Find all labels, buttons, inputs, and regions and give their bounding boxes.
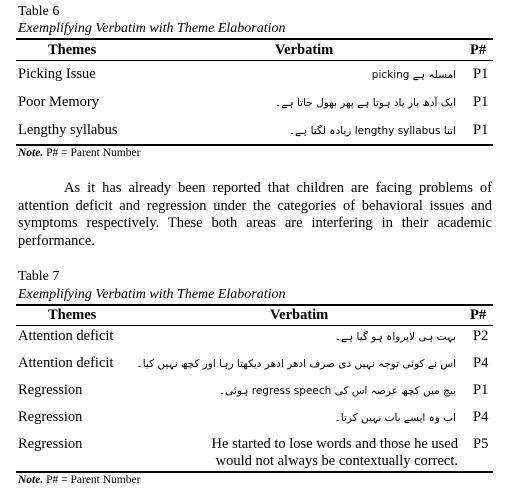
table6-header-themes: Themes xyxy=(48,42,97,58)
table6-note-label: Note. xyxy=(18,147,44,159)
table7-header-verbatim: Verbatim xyxy=(270,307,329,323)
table6-row3-theme: Lengthy syllabus xyxy=(18,122,118,138)
table7-row5-verbatim-line1: He started to lose words and those he used xyxy=(211,436,458,452)
body-paragraph: As it has already been reported that children are facing problems of attention deficit and regression under the categories of behavioral issues and symptoms respectively. These both areas are interfering in their academic performance. xyxy=(18,180,492,249)
table7-row2-verbatim: اس نے کوئی توجہ نہیں دی صرف ادھر ادھر دیکھتا رہا اور کچھ نہیں کیا۔ xyxy=(136,358,456,370)
table7-row5-verbatim-line2: would not always be contextually correct. xyxy=(215,453,458,469)
table7-note xyxy=(18,474,140,487)
table6-header-p: P# xyxy=(470,42,487,58)
table7-label: Table 7 xyxy=(18,269,60,284)
table7-row2-theme: Attention deficit xyxy=(18,355,114,371)
table7-row4-verbatim: اب وہ ایسے بات نہیں کرتا۔ xyxy=(334,412,456,424)
table6-header-verbatim: Verbatim xyxy=(275,42,334,58)
table6-row3-verbatim: اتنا lengthy syllabus زیادہ لگتا ہے۔ xyxy=(288,125,456,137)
table6-caption: Exemplifying Verbatim with Theme Elaboration xyxy=(18,21,286,36)
table6-row2-p: P1 xyxy=(473,94,489,110)
table7-row2-p: P4 xyxy=(473,355,489,371)
table6-row1-verbatim: امسلہ ہے picking xyxy=(371,69,456,81)
table7-caption: Exemplifying Verbatim with Theme Elaboration xyxy=(18,287,286,302)
table7-header-p: P# xyxy=(470,307,487,323)
table6-note xyxy=(18,147,140,160)
table6-label: Table 6 xyxy=(18,4,60,19)
table6-row1-p: P1 xyxy=(473,66,489,82)
table7-note-label: Note. xyxy=(18,474,44,486)
table7-row3-p: P1 xyxy=(473,382,489,398)
table6-bottom-rule xyxy=(16,144,493,146)
table7-note-text: P# = Parent Number xyxy=(43,474,141,486)
table7-header-rule xyxy=(16,325,493,326)
table6-note-text: P# = Parent Number xyxy=(43,147,141,159)
table7-row1-verbatim: بہت ہی لاپرواہ ہو گیا ہے۔ xyxy=(334,331,456,343)
table7-header-themes: Themes xyxy=(48,307,97,323)
table6-row1-theme: Picking Issue xyxy=(18,66,96,82)
table7-row1-theme: Attention deficit xyxy=(18,328,114,344)
table7-row5-p: P5 xyxy=(473,436,489,452)
table7-row1-p: P2 xyxy=(473,328,489,344)
table7-row3-theme: Regression xyxy=(18,382,83,398)
table6-row2-verbatim: ایک آدھ بار یاد ہوتا ہے پھر بھول جاتا ہے۔ xyxy=(275,97,456,109)
table7-top-rule xyxy=(16,304,493,306)
table6-top-rule xyxy=(16,38,493,40)
table7-row5-theme: Regression xyxy=(18,436,83,452)
table6-row2-theme: Poor Memory xyxy=(18,94,99,110)
table7-row4-p: P4 xyxy=(473,409,489,425)
table7-row5-verbatim xyxy=(212,436,458,470)
table7-row4-theme: Regression xyxy=(18,409,83,425)
table6-row3-p: P1 xyxy=(473,122,489,138)
table7-row3-verbatim: بیچ میں کچھ عرصہ اس کی regress speech ہوئی۔ xyxy=(219,385,456,397)
table6-header-rule xyxy=(16,60,493,61)
table7-bottom-rule xyxy=(16,471,493,473)
